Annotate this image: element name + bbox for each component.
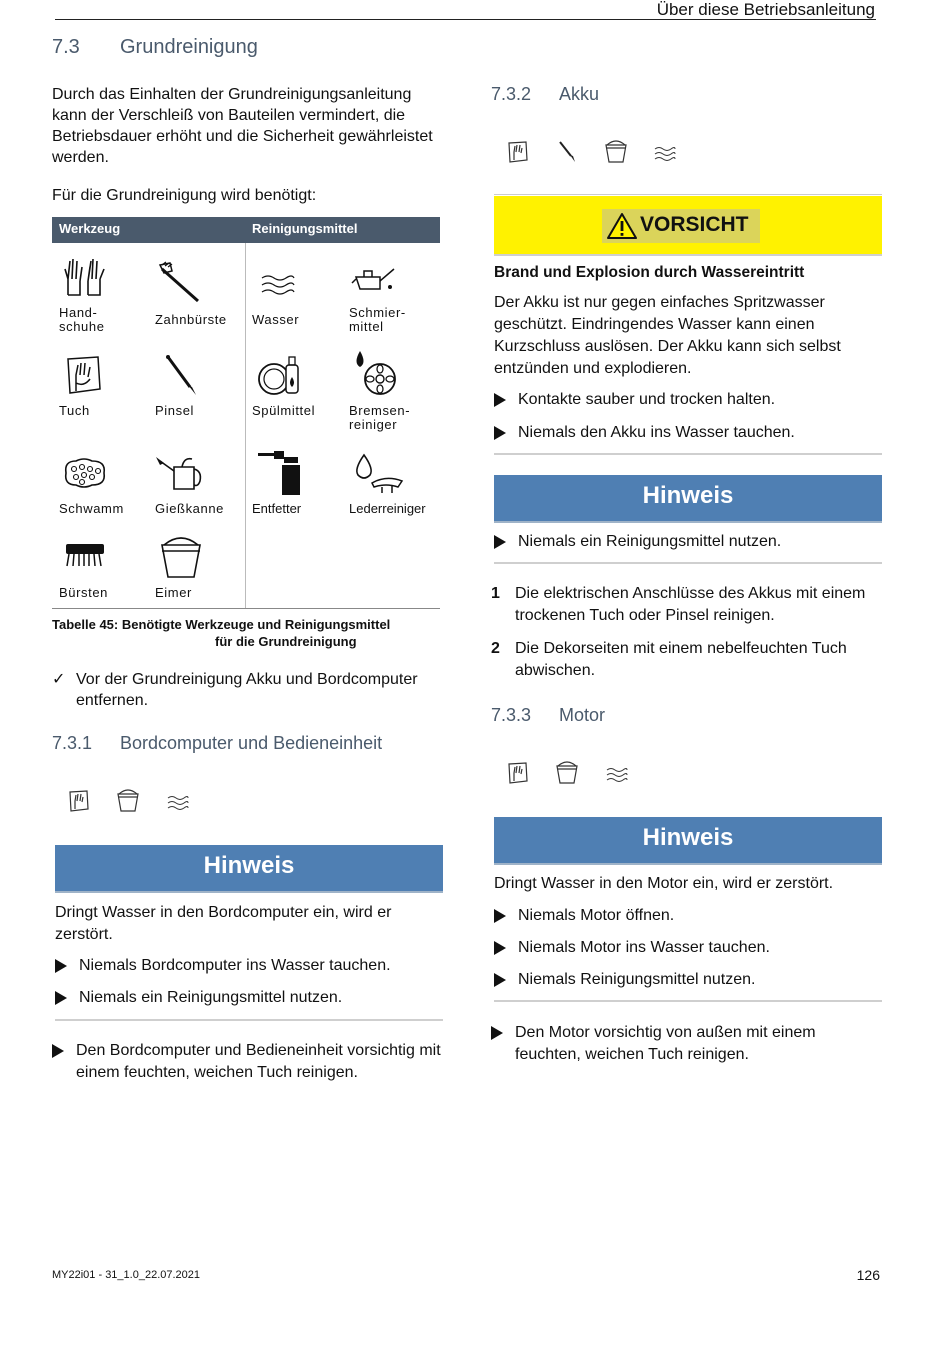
water-icon: [653, 143, 677, 167]
warning-triangle-icon: [606, 212, 638, 240]
section-title: Bordcomputer und Bedieneinheit: [120, 733, 383, 753]
tool-label-cloth: Tuch: [59, 403, 90, 418]
step-number: 2: [491, 640, 500, 657]
needed-text: Für die Grundreinigung wird benötigt:: [52, 187, 317, 204]
cleaner-label-brake-cleaner: Bremsen- reiniger: [349, 403, 411, 432]
bucket-icon: [604, 140, 628, 164]
section-number: 7.3.2: [491, 84, 532, 104]
caution-item-text: Kontakte sauber und trocken halten.: [518, 391, 776, 408]
action-arrow-icon: [494, 941, 506, 955]
sponge-icon: [62, 455, 108, 491]
action-arrow-icon: [491, 1026, 503, 1040]
tool-label-toothbrush: Zahnbürste: [155, 312, 227, 327]
notice-item: [55, 987, 443, 1009]
action-arrow-icon: [494, 426, 506, 440]
dish-soap-icon: [256, 351, 304, 397]
caution-text: Der Akku ist nur gegen einfaches Spritzwasser geschützt. Eindringendes Wasser kann einen Kurzschluss auslösen. Der Akku kann sich selbst entzünden und explodieren.: [494, 294, 841, 377]
action-arrow-icon: [55, 991, 67, 1005]
col-header-cleaners: Reinigungsmittel: [252, 221, 358, 236]
notice-text: Dringt Wasser in den Motor ein, wird er zerstört.: [494, 875, 834, 892]
table-caption-line1: Tabelle 45: Benötigte Werkzeuge und Reinigungsmittel: [52, 617, 391, 632]
bucket-icon: [116, 789, 140, 813]
action-arrow-icon: [494, 393, 506, 407]
footer-doc-id: MY22i01 - 31_1.0_22.07.2021: [52, 1269, 201, 1281]
water-icon: [260, 273, 296, 297]
toothbrush-icon: [158, 261, 204, 305]
notice-banner: Hinweis: [55, 845, 443, 893]
oil-can-icon: [350, 263, 396, 293]
tool-label-bucket: Eimer: [155, 585, 192, 600]
notice-text: Dringt Wasser in den Bordcomputer ein, wird er zerstört.: [55, 904, 392, 943]
notice-item-text: Niemals Motor ins Wasser tauchen.: [518, 939, 770, 956]
action-arrow-icon: [494, 535, 506, 549]
caution-banner-bottom: [494, 254, 882, 256]
table-caption: [52, 616, 440, 650]
caution-heading: Brand und Explosion durch Wassereintritt: [494, 264, 805, 281]
cloth-icon: [67, 789, 91, 813]
section-title: Akku: [559, 84, 600, 104]
section-number: 7.3.3: [491, 705, 532, 725]
notice-item-text: Niemals ein Reinigungsmittel nutzen.: [79, 989, 343, 1006]
notice-banner: Hinweis: [494, 817, 882, 865]
leather-cleaner-icon: [352, 453, 404, 493]
section-number: 7.3: [52, 36, 80, 58]
bucket-icon: [158, 537, 204, 579]
gloves-icon: [62, 255, 108, 299]
paintbrush-icon: [162, 353, 202, 397]
section-title: Grundreinigung: [120, 36, 258, 58]
page-number: 126: [856, 1267, 880, 1283]
notice-item-text: Niemals Reinigungsmittel nutzen.: [518, 971, 756, 988]
tools-table: [52, 217, 440, 609]
numbered-step: [491, 583, 883, 627]
notice-end-rule: [55, 1019, 443, 1021]
table-bottom-rule: [52, 608, 440, 609]
step-text: Die elektrischen Anschlüsse des Akkus mit einem trockenen Tuch oder Pinsel reinigen.: [515, 585, 866, 624]
cleaner-label-dish-soap: Spülmittel: [252, 403, 316, 418]
table-header: [52, 217, 440, 243]
running-header: Über diese Betriebsanleitung: [656, 0, 875, 19]
brush-icon: [64, 542, 106, 568]
tool-label-paintbrush: Pinsel: [155, 403, 195, 418]
instruction-step: [52, 1040, 442, 1084]
notice-item: [494, 905, 882, 927]
notice-item: [494, 531, 882, 553]
cloth-icon: [62, 353, 104, 397]
instruction-step: [491, 1022, 883, 1066]
cloth-icon: [506, 140, 530, 164]
col-header-tools: Werkzeug: [59, 221, 121, 236]
intro-paragraph: Durch das Einhalten der Grundreinigungsanleitung kann der Verschleiß von Bauteilen vermindert, die Betriebsdauer erhöht und die Sicherheit gewährleistet werden.: [52, 86, 433, 166]
cleaner-label-leather-cleaner: Lederreiniger: [349, 501, 426, 516]
action-arrow-icon: [52, 1044, 64, 1058]
caution-item-text: Niemals den Akku ins Wasser tauchen.: [518, 424, 795, 441]
section-heading-7-3-1: [52, 733, 382, 754]
section-heading-7-3-2: [491, 84, 599, 105]
water-icon: [605, 764, 629, 788]
cleaner-label-degreaser: Entfetter: [252, 501, 302, 516]
caution-label-box: [602, 209, 760, 243]
numbered-step: [491, 638, 883, 682]
caution-banner: [494, 196, 882, 254]
action-arrow-icon: [55, 959, 67, 973]
instruction-text: Den Motor vorsichtig von außen mit einem feuchten, weichen Tuch reinigen.: [515, 1024, 816, 1063]
precondition-text: Vor der Grundreinigung Akku und Bordcomputer entfernen.: [76, 671, 418, 709]
section-heading-7-3-3: [491, 705, 605, 726]
bucket-icon: [555, 761, 579, 785]
column-divider: [245, 243, 246, 609]
notice-item-text: Niemals ein Reinigungsmittel nutzen.: [518, 533, 782, 550]
table-caption-line2: für die Grundreinigung: [215, 634, 357, 649]
tool-label-watering-can: Gießkanne: [155, 501, 224, 516]
degreaser-spray-icon: [258, 449, 302, 497]
section-number: 7.3.1: [52, 733, 93, 753]
caution-end-rule: [494, 453, 882, 455]
caution-top-rule: [494, 194, 882, 195]
caution-title: VORSICHT: [640, 213, 749, 236]
brake-cleaner-icon: [350, 349, 398, 397]
notice-item: [55, 955, 443, 977]
notice-end-rule: [494, 562, 882, 564]
notice-end-rule: [494, 1000, 882, 1002]
tool-label-sponge: Schwamm: [59, 501, 124, 516]
checkmark-icon: ✓: [52, 671, 66, 688]
tool-label-brushes: Bürsten: [59, 585, 109, 600]
precondition: [52, 669, 447, 711]
notice-banner: Hinweis: [494, 475, 882, 523]
cleaner-label-lubricant: Schmier- mittel: [349, 305, 406, 334]
cleaner-label-water: Wasser: [252, 312, 300, 327]
section-title: Motor: [559, 705, 606, 725]
step-text: Die Dekorseiten mit einem nebelfeuchten Tuch abwischen.: [515, 640, 847, 679]
action-arrow-icon: [494, 973, 506, 987]
water-icon: [166, 792, 190, 816]
instruction-text: Den Bordcomputer und Bedieneinheit vorsichtig mit einem feuchten, weichen Tuch reinigen.: [76, 1042, 441, 1081]
notice-item: [494, 937, 882, 959]
header-rule: [55, 19, 876, 20]
paintbrush-icon: [556, 140, 580, 164]
section-heading-7-3: [52, 36, 258, 59]
notice-item-text: Niemals Bordcomputer ins Wasser tauchen.: [79, 957, 391, 974]
notice-item-text: Niemals Motor öffnen.: [518, 907, 675, 924]
cloth-icon: [506, 761, 530, 785]
action-arrow-icon: [494, 909, 506, 923]
step-number: 1: [491, 585, 500, 602]
notice-item: [494, 969, 882, 991]
caution-item: [494, 389, 882, 411]
watering-can-icon: [156, 453, 204, 493]
caution-item: [494, 422, 882, 444]
tool-label-gloves: Hand- schuhe: [59, 305, 105, 334]
